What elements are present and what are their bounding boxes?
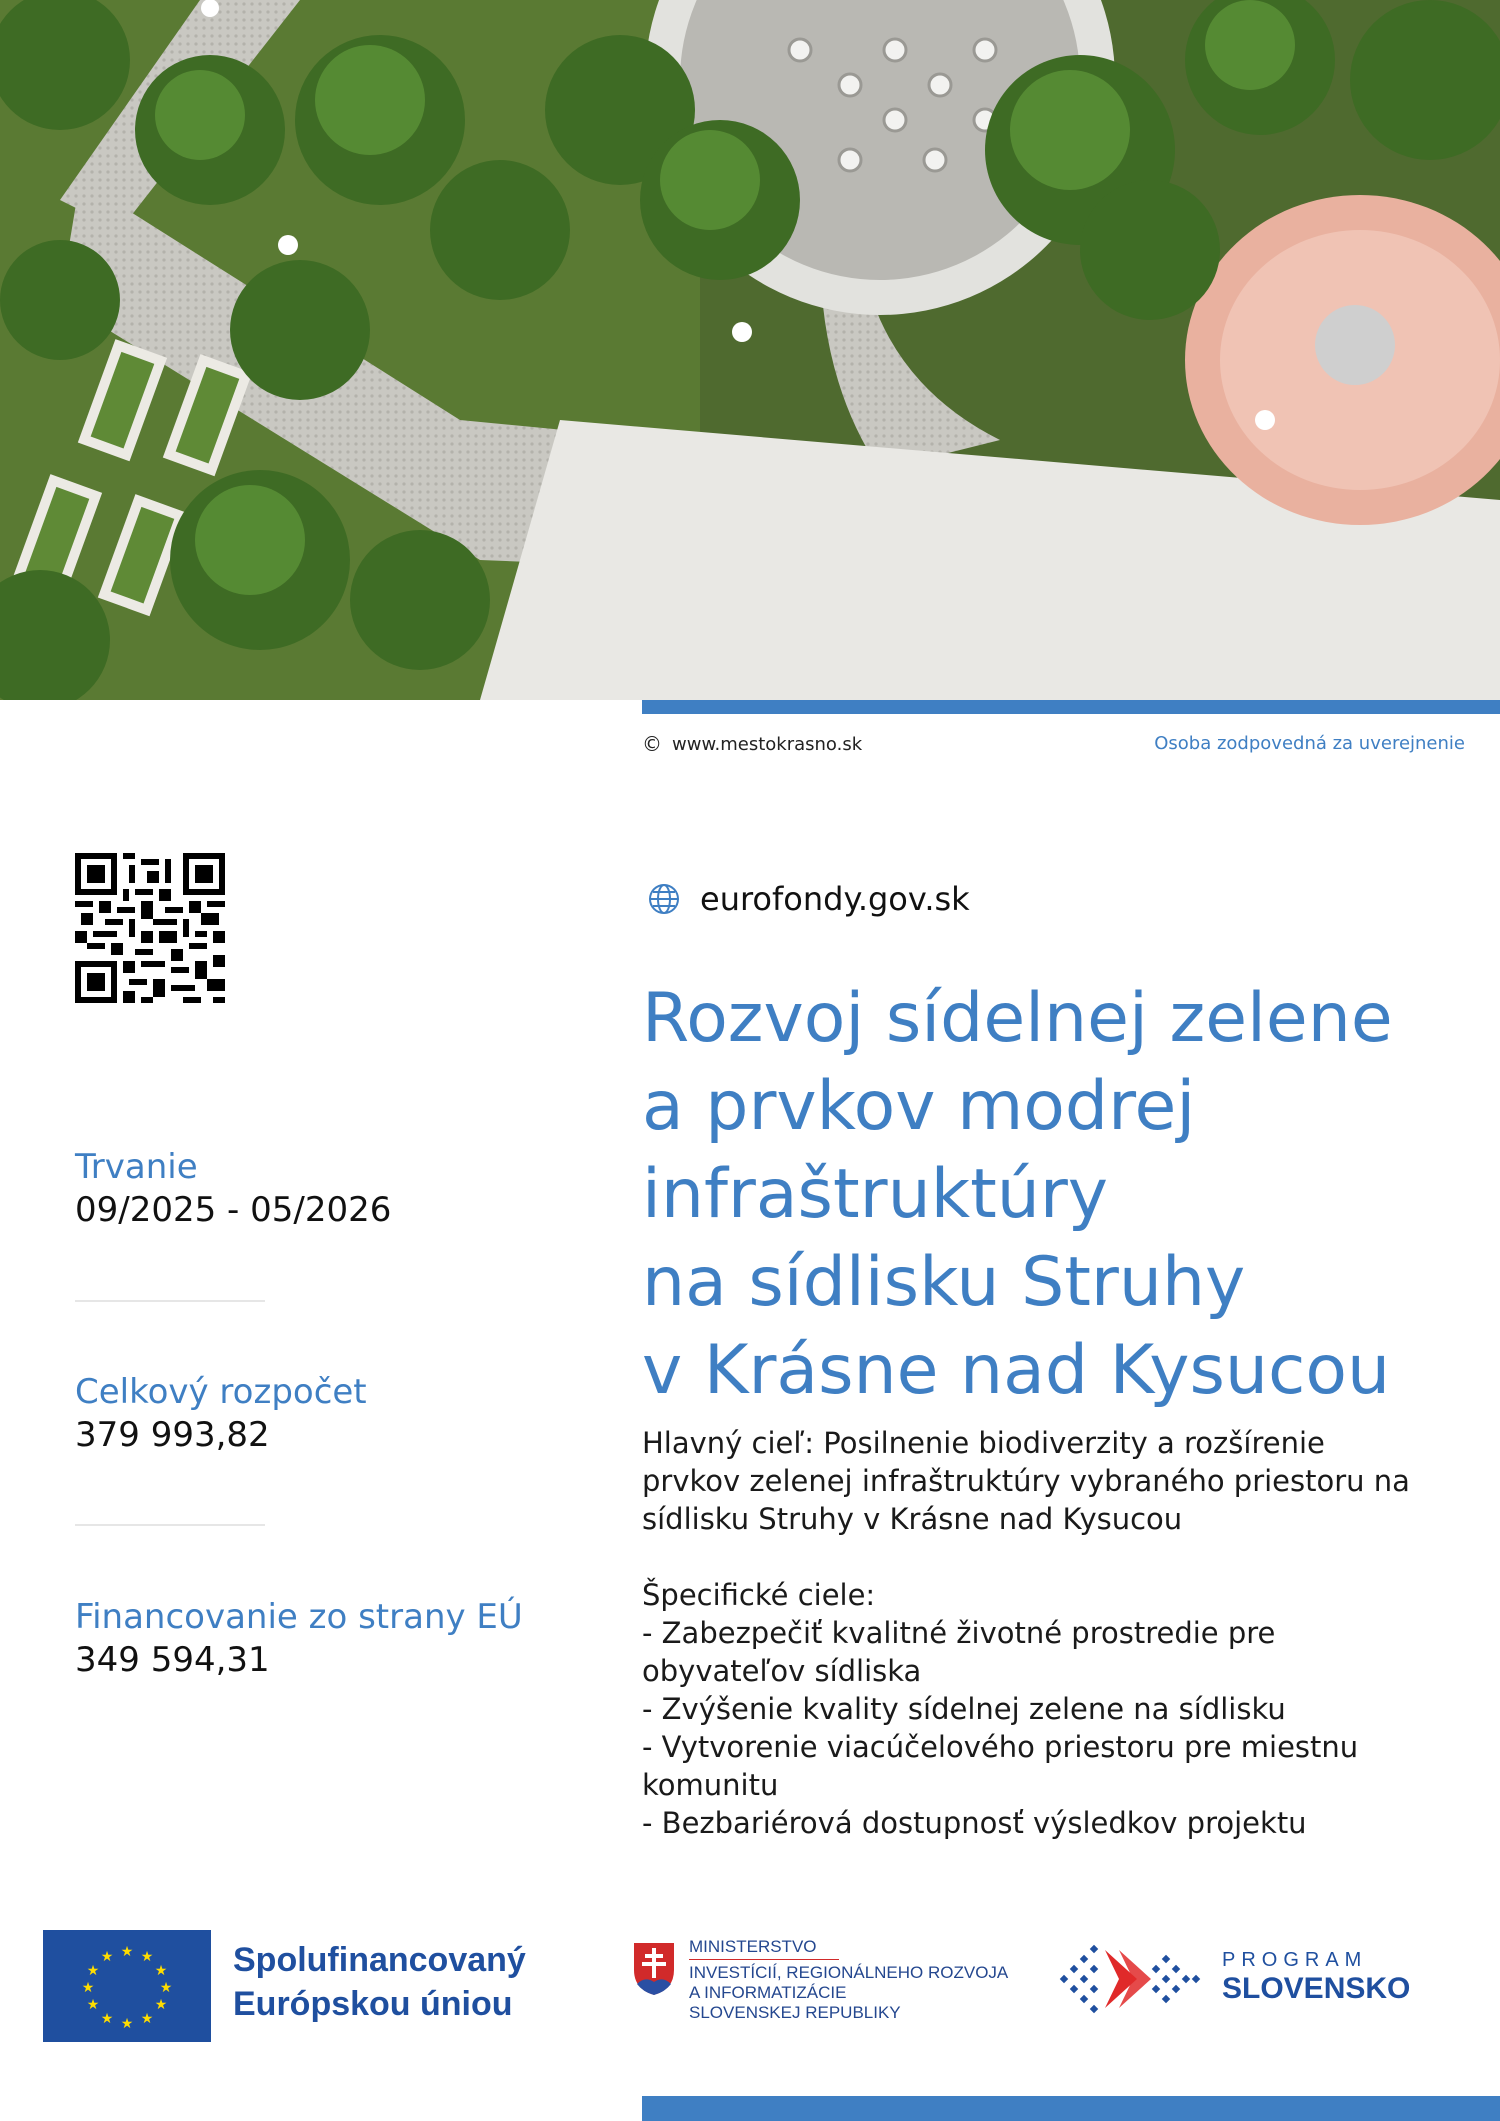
title-line: v Krásne nad Kysucou — [642, 1331, 1391, 1410]
top-accent-bar — [642, 700, 1500, 714]
divider — [75, 1300, 265, 1302]
eu-funding-label: Financovanie zo strany EÚ — [75, 1597, 523, 1637]
title-line: a prvkov modrej — [642, 1067, 1196, 1146]
duration-value: 09/2025 - 05/2026 — [75, 1190, 392, 1230]
qr-code[interactable] — [75, 853, 225, 1003]
website-link[interactable]: www.mestokrasno.sk — [672, 733, 863, 755]
svg-text:★: ★ — [100, 1949, 114, 1965]
globe-icon — [648, 883, 680, 915]
eurofondy-url: eurofondy.gov.sk — [700, 880, 970, 918]
svg-text:★: ★ — [120, 2016, 134, 2032]
total-budget-label: Celkový rozpočet — [75, 1372, 367, 1412]
specific-goal-line: komunitu — [642, 1768, 779, 1802]
specific-goal-line: - Bezbariérová dostupnosť výsledkov projektu — [642, 1806, 1307, 1840]
specific-goals-heading: Špecifické ciele: — [642, 1578, 876, 1612]
svg-text:★: ★ — [154, 1997, 168, 2013]
title-line: Rozvoj sídelnej zelene — [642, 979, 1393, 1058]
ministry-name-line: INVESTÍCIÍ, REGIONÁLNEHO ROZVOJA — [689, 1963, 1009, 1982]
specific-goal-line: - Vytvorenie viacúčelového priestoru pre miestnu — [642, 1730, 1359, 1764]
copyright-line — [642, 732, 862, 756]
eurofondy-link[interactable] — [648, 880, 970, 918]
specific-goal-line: - Zvýšenie kvality sídelnej zelene na sídlisku — [642, 1692, 1286, 1726]
duration-label: Trvanie — [75, 1147, 198, 1187]
program-label: PROGRAM — [1222, 1949, 1368, 1971]
main-goal-line: sídlisku Struhy v Krásne nad Kysucou — [642, 1502, 1183, 1536]
main-goal-line: Hlavný cieľ: Posilnenie biodiverzity a rozšírenie — [642, 1426, 1325, 1460]
title-line: na sídlisku Struhy — [642, 1243, 1246, 1322]
specific-goal-line: obyvateľov sídliska — [642, 1654, 922, 1688]
svg-text:★: ★ — [154, 1963, 168, 1979]
svg-text:★: ★ — [120, 1944, 134, 1960]
divider — [75, 1524, 265, 1526]
program-slovensko-logo — [1057, 1940, 1207, 2020]
ministry-logo-text — [689, 1937, 1008, 2023]
eu-text-line: Spolufinancovaný — [233, 1941, 526, 1979]
svg-text:★: ★ — [86, 1963, 100, 1979]
svg-text:★: ★ — [100, 2011, 114, 2027]
specific-goal-line: - Zabezpečiť kvalitné životné prostredie pre — [642, 1616, 1276, 1650]
project-description — [642, 1424, 1472, 1842]
ministry-name-line: SLOVENSKEJ REPUBLIKY — [689, 2003, 901, 2022]
project-title — [642, 975, 1472, 1415]
eu-flag-logo — [43, 1930, 211, 2042]
ministry-name-line: A INFORMATIZÁCIE — [689, 1983, 847, 2002]
svg-text:★: ★ — [86, 1997, 100, 2013]
slovensko-label: SLOVENSKO — [1222, 1972, 1411, 2005]
main-goal-line: prvkov zelenej infraštruktúry vybraného priestoru na — [642, 1464, 1410, 1498]
eu-funding-value: 349 594,31 — [75, 1640, 270, 1680]
bottom-accent-bar — [642, 2096, 1500, 2121]
svg-text:★: ★ — [140, 1949, 154, 1965]
svg-text:★: ★ — [140, 2011, 154, 2027]
eu-text-line: Európskou úniou — [233, 1985, 513, 2023]
svg-text:★: ★ — [81, 1980, 95, 1996]
slovak-crest-icon — [631, 1940, 677, 1998]
ministry-name-line: MINISTERSTVO — [689, 1937, 817, 1956]
hero-image — [0, 0, 1500, 700]
total-budget-value: 379 993,82 — [75, 1415, 270, 1455]
responsible-person: Osoba zodpovedná za uverejnenie — [1154, 733, 1465, 754]
copyright-icon: © — [642, 732, 662, 756]
svg-text:★: ★ — [159, 1980, 173, 1996]
program-slovensko-text — [1222, 1948, 1410, 2006]
eu-cofinanced-text — [233, 1938, 526, 2026]
title-line: infraštruktúry — [642, 1155, 1109, 1234]
